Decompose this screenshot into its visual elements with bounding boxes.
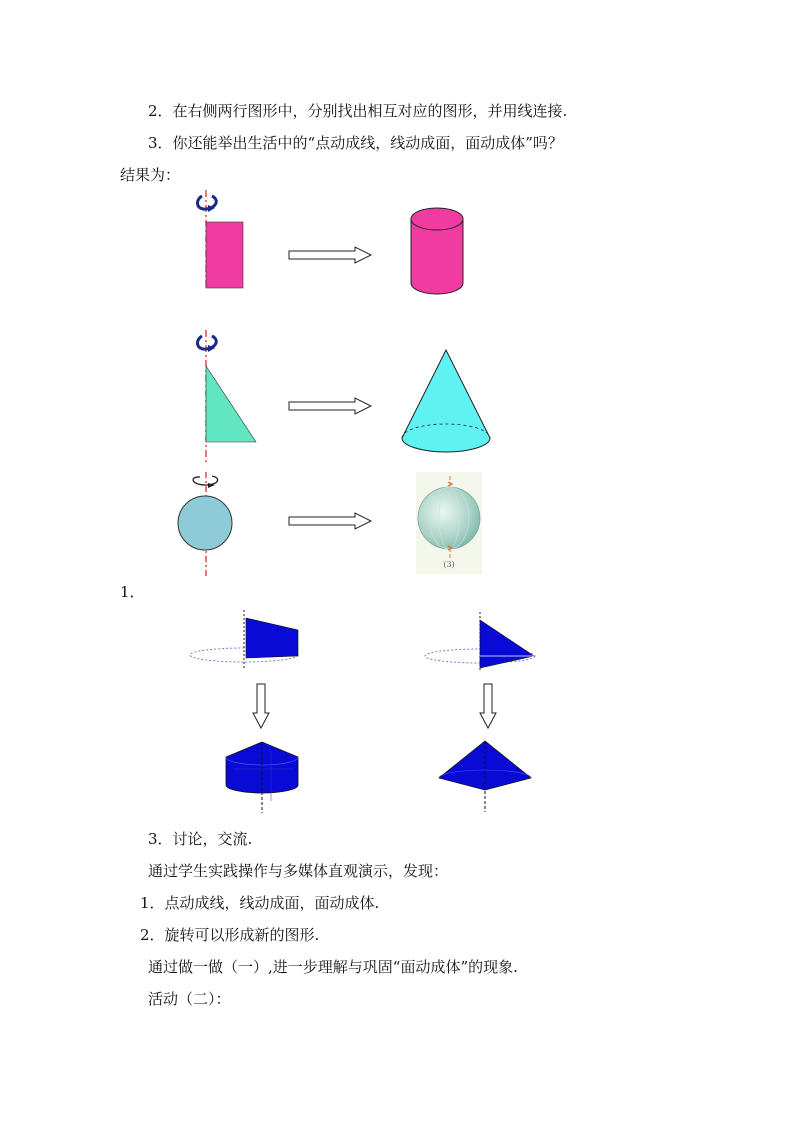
sphere-figure [416, 472, 482, 574]
arrow-row-2 [287, 397, 373, 415]
cone-figure [400, 348, 492, 456]
question-3: 3．你还能举出生活中的“点动成线，线动成面，面动成体”吗？ [148, 134, 563, 152]
frustum-cylinder-figure [223, 741, 303, 815]
double-cone-figure [437, 740, 533, 814]
down-arrow-right [479, 683, 497, 729]
answer-1-label: 1． [120, 583, 145, 601]
discussion-line: 3．讨论，交流. [148, 830, 253, 848]
cylinder-figure [408, 205, 466, 297]
triangle-rotation-figure [190, 330, 260, 462]
arrow-row-3 [287, 512, 373, 530]
finding-1: 1．点动成线，线动成面，面动成体. [140, 894, 380, 912]
finding-2: 2．旋转可以形成新的图形. [140, 926, 320, 944]
triangle-axis-rotation-figure [425, 612, 540, 672]
arrow-row-1 [287, 246, 373, 264]
down-arrow-left [252, 683, 270, 729]
trapezoid-rotation-figure [190, 610, 305, 670]
result-label: 结果为： [120, 166, 181, 184]
circle-rotation-figure [170, 472, 242, 576]
activity-2-heading: 活动（二）： [148, 990, 231, 1008]
do-it-line: 通过做一做（一）,进一步理解与巩固“面动成体”的现象. [148, 958, 518, 976]
question-2: 2．在右侧两行图形中，分别找出相互对应的图形，并用线连接. [148, 102, 568, 120]
sphere-caption: (3) [443, 560, 455, 569]
through-practice-line: 通过学生实践操作与多媒体直观演示，发现： [148, 862, 449, 880]
rectangle-rotation-figure [190, 190, 260, 290]
